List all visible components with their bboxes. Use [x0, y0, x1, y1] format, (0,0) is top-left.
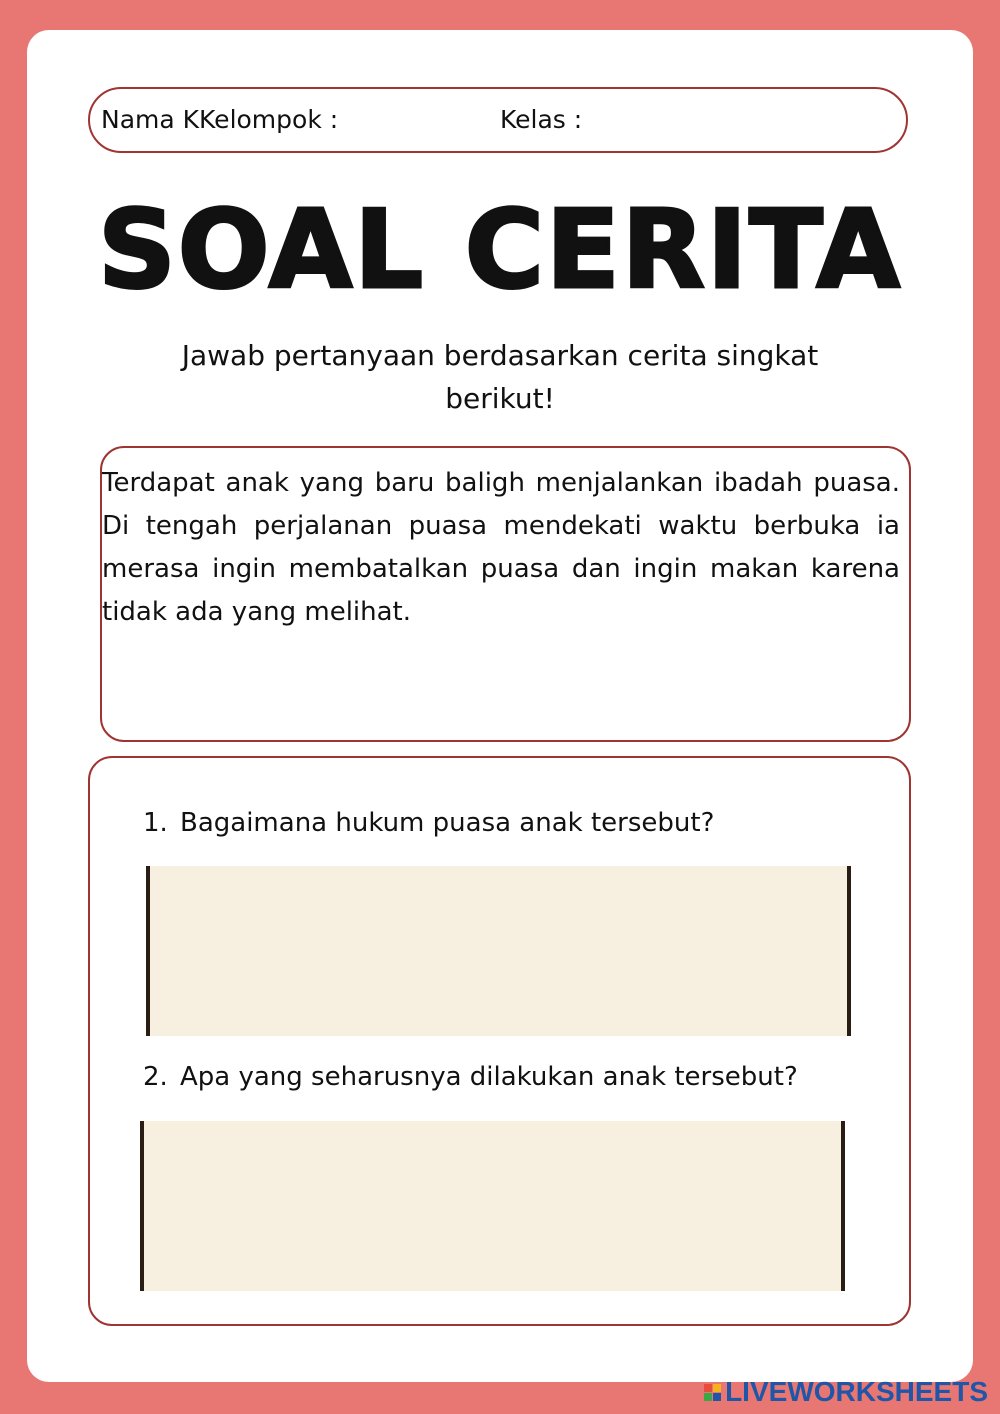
watermark-text: LIVEWORKSHEETS: [725, 1376, 988, 1407]
liveworksheets-logo-icon: [704, 1384, 721, 1401]
question-2-text: Apa yang seharusnya dilakukan anak tersebut?: [180, 1062, 798, 1092]
question-1-text: Bagaimana hukum puasa anak tersebut?: [180, 808, 715, 838]
class-label: Kelas :: [500, 105, 583, 134]
question-1-number: 1.: [143, 808, 168, 838]
group-name-label: Nama KKelompok :: [101, 105, 339, 134]
liveworksheets-watermark: [704, 1376, 988, 1408]
answer-field-2[interactable]: [140, 1121, 845, 1291]
question-2-number: 2.: [143, 1062, 168, 1092]
story-text: Terdapat anak yang baru baligh menjalankan ibadah puasa. Di tengah perjalanan puasa mendekati waktu berbuka ia merasa ingin membatalkan puasa dan ingin makan karena tidak ada yang melihat.: [102, 468, 900, 627]
answer-field-1[interactable]: [146, 866, 851, 1036]
question-1: [143, 808, 714, 838]
question-2: [143, 1062, 798, 1092]
page-title: SOAL CERITA: [98, 188, 902, 313]
instruction-text: Jawab pertanyaan berdasarkan cerita singkat berikut!: [181, 339, 819, 415]
